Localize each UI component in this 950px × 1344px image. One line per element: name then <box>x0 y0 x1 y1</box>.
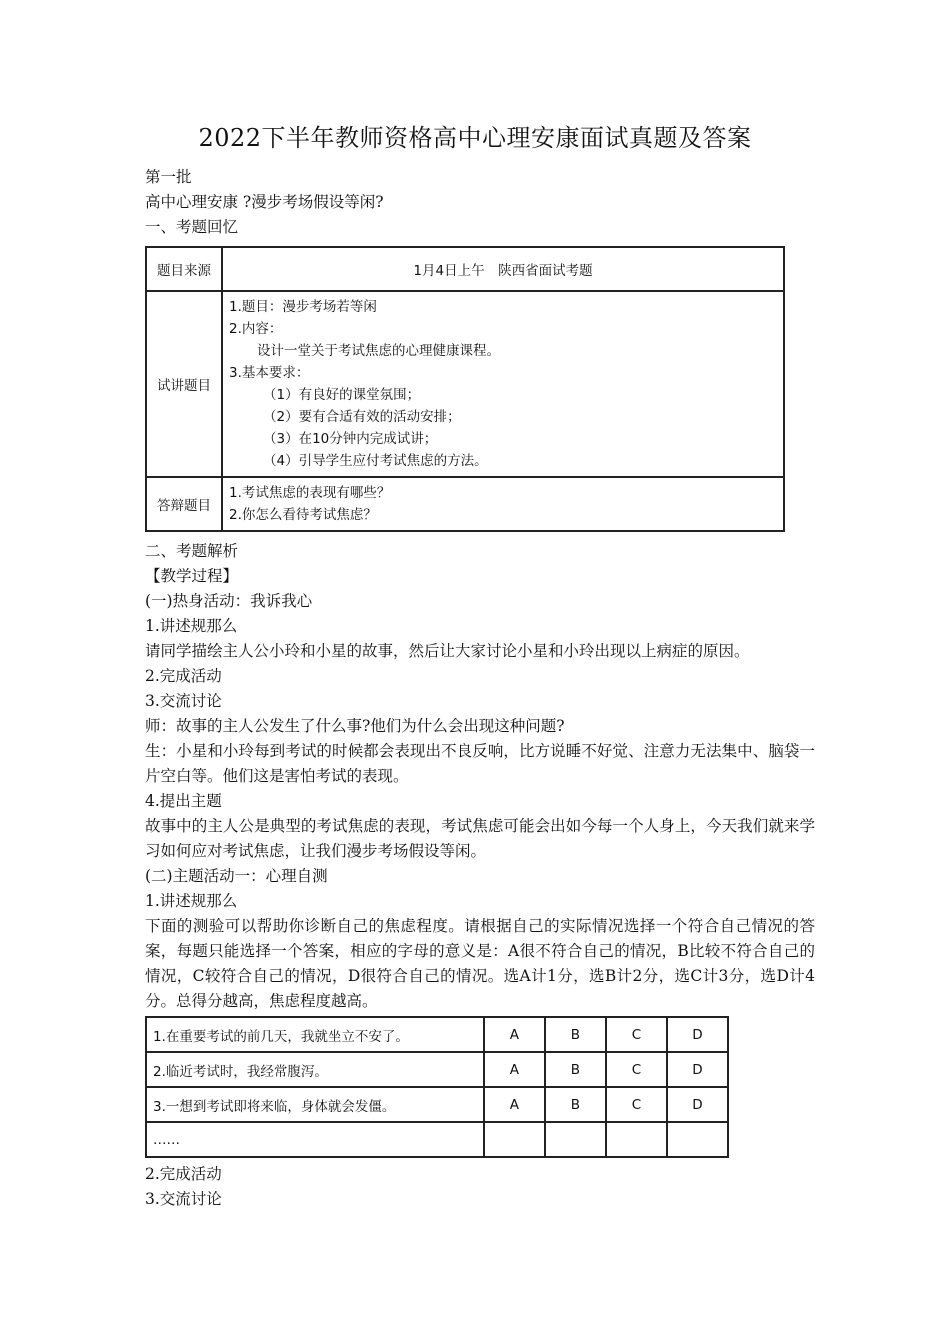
teaching-process-heading: 【教学过程】 <box>145 567 239 585</box>
question-cell: 3.一想到考试即将来临，身体就会发僵。 <box>146 1087 484 1122</box>
option-c: C <box>606 1087 667 1122</box>
lecture-line: （4）引导学生应付考试焦虑的方法。 <box>263 453 488 469</box>
source-label: 题目来源 <box>146 247 222 291</box>
lecture-content <box>222 291 784 477</box>
text-line: 2.完成活动 <box>145 667 222 685</box>
subtitle: 高中心理安康 ?漫步考场假设等闲? <box>145 193 384 211</box>
self-test-table <box>145 1016 729 1158</box>
option-d: D <box>667 1087 728 1122</box>
text-line: 3.交流讨论 <box>145 692 222 710</box>
lecture-line: 2.内容： <box>229 321 283 337</box>
text-line: 2.完成活动 <box>145 1165 222 1183</box>
defense-label: 答辩题目 <box>146 477 222 531</box>
text-line: 请同学描绘主人公小玲和小星的故事，然后让大家讨论小星和小玲出现以上病症的原因。 <box>145 642 750 660</box>
table-row <box>146 1087 728 1122</box>
option-b: B <box>545 1017 606 1052</box>
paragraph: 下面的测验可以帮助你诊断自己的焦虑程度。请根据自己的实际情况选择一个符合自己情况的答案，每题只能选择一个答案，相应的字母的意义是：A很不符合自己的情况，B比较不符合自己的情况，C较符合自己的情况，D很符合自己的情况。选A计1分，选B计2分，选C计3分，选D计4分。总得分越高，焦虑程度越高。 <box>145 917 815 1010</box>
option-d: D <box>667 1052 728 1087</box>
section-heading-2: 二、考题解析 <box>145 542 239 560</box>
exam-question-table <box>145 246 785 532</box>
section-heading-1: 一、考题回忆 <box>145 218 239 236</box>
lecture-line: （1）有良好的课堂氛围； <box>263 387 421 403</box>
batch-label: 第一批 <box>145 168 192 186</box>
text-line: 4.提出主题 <box>145 792 222 810</box>
option-a: A <box>484 1052 545 1087</box>
table-row <box>146 1052 728 1087</box>
page-title: 2022下半年教师资格高中心理安康面试真题及答案 <box>198 124 752 152</box>
text-line: 1.讲述规那么 <box>145 617 238 635</box>
question-cell: …… <box>146 1122 484 1157</box>
option-d: D <box>667 1017 728 1052</box>
question-cell: 2.临近考试时，我经常腹泻。 <box>146 1052 484 1087</box>
lecture-line: （3）在10分钟内完成试讲； <box>263 431 438 447</box>
text-line: (一)热身活动：我诉我心 <box>145 592 313 610</box>
text-line: 3.交流讨论 <box>145 1190 222 1208</box>
option-a <box>484 1122 545 1157</box>
option-c: C <box>606 1052 667 1087</box>
question-cell: 1.在重要考试的前几天，我就坐立不安了。 <box>146 1017 484 1052</box>
option-b <box>545 1122 606 1157</box>
defense-content <box>222 477 784 531</box>
paragraph: 故事中的主人公是典型的考试焦虑的表现，考试焦虑可能会出如今每一个人身上，今天我们就来学习如何应对考试焦虑，让我们漫步考场假设等闲。 <box>145 817 815 860</box>
paragraph: 生：小星和小玲每到考试的时候都会表现出不良反响，比方说睡不好觉、注意力无法集中、脑袋一片空白等。他们这是害怕考试的表现。 <box>145 742 815 785</box>
defense-line: 2.你怎么看待考试焦虑？ <box>229 507 377 523</box>
source-value: 1月4日上午 陕西省面试考题 <box>222 247 784 291</box>
text-line: (二)主题活动一：心理自测 <box>145 867 328 885</box>
lecture-line: 3.基本要求： <box>229 365 310 381</box>
lecture-line: （2）要有合适有效的活动安排； <box>263 409 461 425</box>
option-a: A <box>484 1087 545 1122</box>
option-b: B <box>545 1087 606 1122</box>
table-row <box>146 1122 728 1157</box>
lecture-label: 试讲题目 <box>146 291 222 477</box>
option-b: B <box>545 1052 606 1087</box>
option-d <box>667 1122 728 1157</box>
option-c: C <box>606 1017 667 1052</box>
defense-line: 1.考试焦虑的表现有哪些？ <box>229 485 391 501</box>
table-row <box>146 1017 728 1052</box>
text-line: 师：故事的主人公发生了什么事?他们为什么会出现这种问题? <box>145 717 565 735</box>
option-a: A <box>484 1017 545 1052</box>
lecture-line: 1.题目：漫步考场若等闲 <box>229 299 377 315</box>
option-c <box>606 1122 667 1157</box>
text-line: 1.讲述规那么 <box>145 892 238 910</box>
lecture-line: 设计一堂关于考试焦虑的心理健康课程。 <box>257 343 500 359</box>
